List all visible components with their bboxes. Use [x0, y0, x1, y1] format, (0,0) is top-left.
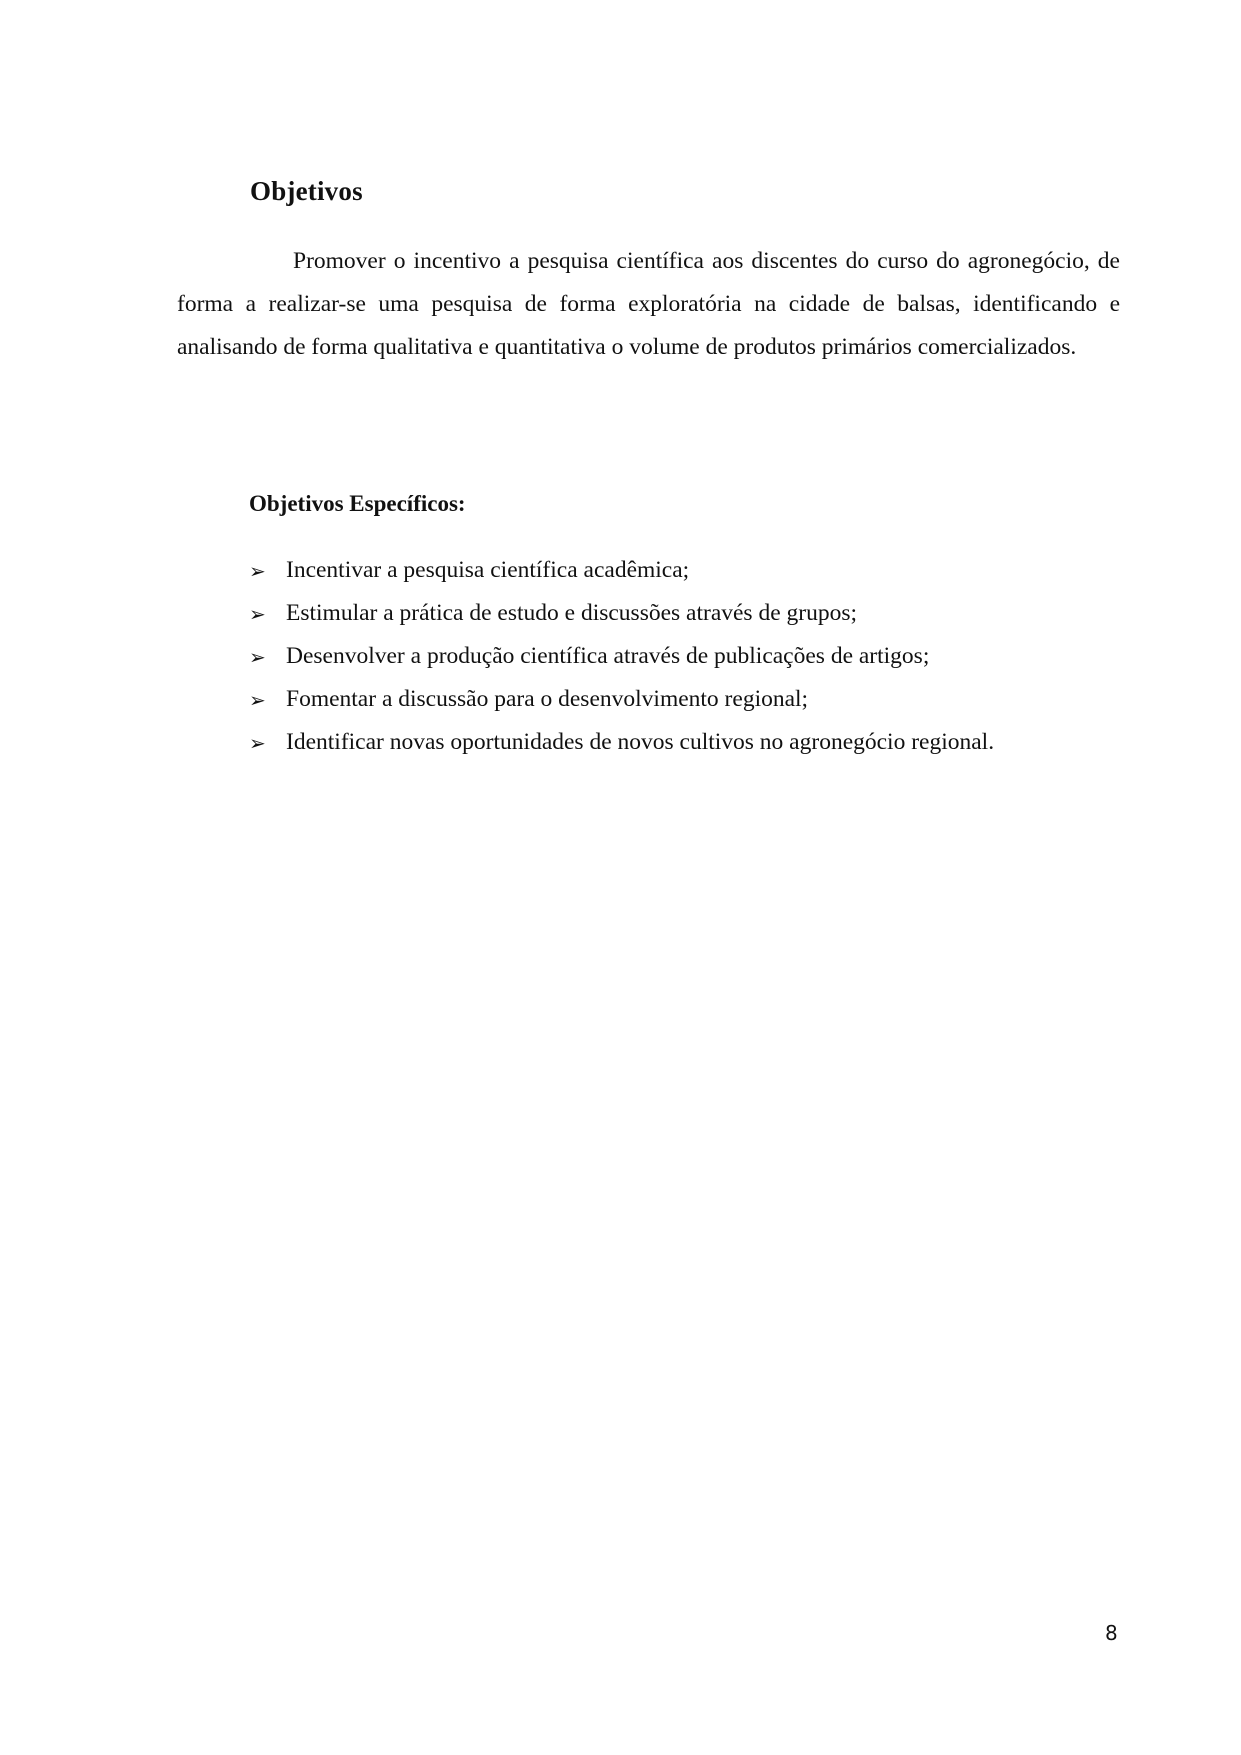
arrowhead-bullet-icon: ➢	[249, 601, 266, 626]
list-item-text: Desenvolver a produção científica através de publicações de artigos;	[286, 643, 930, 669]
list-item-text: Fomentar a discussão para o desenvolvimento regional;	[286, 686, 809, 712]
specific-objectives-heading: Objetivos Específicos:	[249, 491, 466, 516]
list-item-text: Identificar novas oportunidades de novos cultivos no agronegócio regional.	[286, 729, 995, 755]
arrowhead-bullet-icon: ➢	[249, 687, 266, 712]
list-item-text: Incentivar a pesquisa científica acadêmica;	[286, 557, 690, 583]
arrowhead-bullet-icon: ➢	[249, 644, 266, 669]
objective-paragraph: Promover o incentivo a pesquisa científica aos discentes do curso do agronegócio, de forma a realizar-se uma pesquisa de forma exploratória na cidade de balsas, identificando e analisando de forma qualitativa e quantitativa o volume de produtos primários comercializados.	[177, 248, 1120, 360]
arrowhead-bullet-icon: ➢	[249, 730, 266, 755]
list-item	[249, 592, 1109, 635]
list-item	[249, 721, 1109, 764]
list-item	[249, 549, 1109, 592]
list-item-text: Estimular a prática de estudo e discussões através de grupos;	[286, 600, 858, 626]
specific-objectives-list	[249, 549, 1109, 764]
section-heading: Objetivos	[250, 176, 363, 206]
list-item	[249, 678, 1109, 721]
page-number: 8	[1105, 1621, 1118, 1645]
list-item	[249, 635, 1109, 678]
arrowhead-bullet-icon: ➢	[249, 558, 266, 583]
